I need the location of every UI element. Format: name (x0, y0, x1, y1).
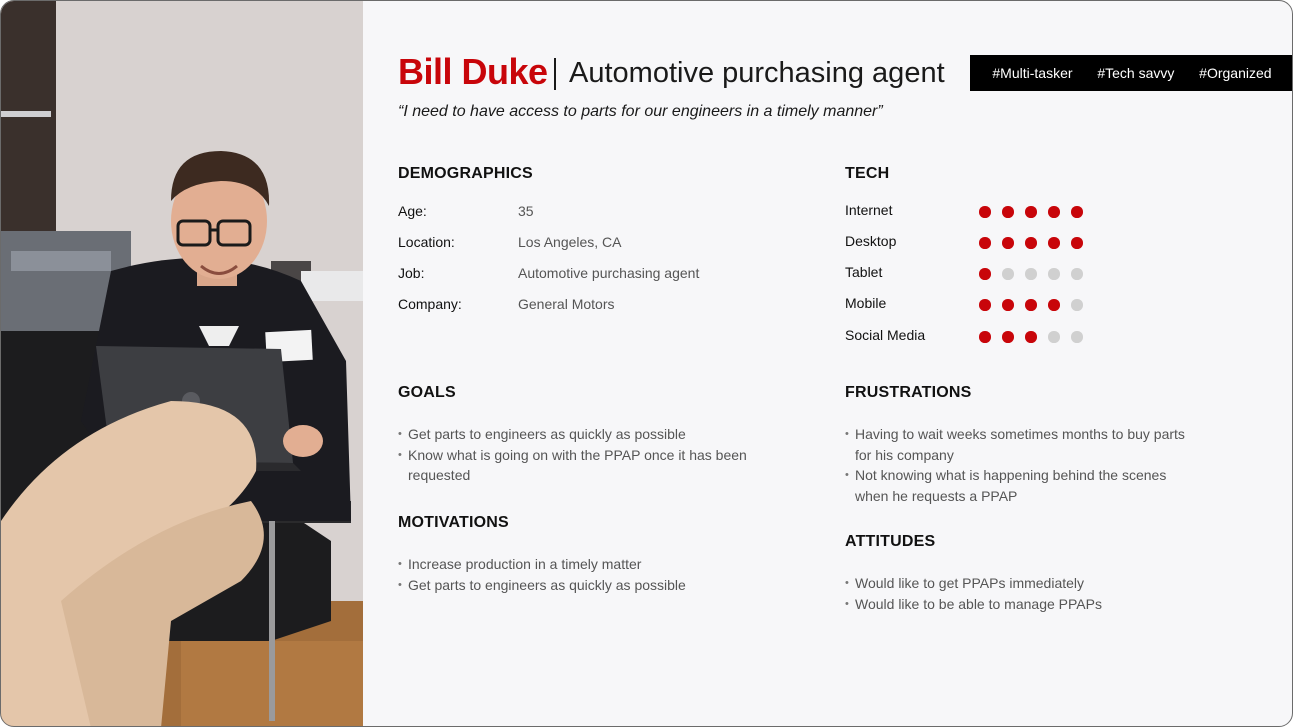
rating-dot-filled (1071, 237, 1083, 249)
rating-dot-empty (1071, 268, 1083, 280)
demographics-label: Location: (398, 234, 455, 250)
attitude-text: • Would like to be able to manage PPAPs (855, 595, 1102, 612)
list-item (845, 573, 1185, 594)
rating-dot-filled (1048, 299, 1060, 311)
rating-dot-empty (1071, 299, 1083, 311)
rating-dot-empty (1025, 268, 1037, 280)
rating-dot-empty (1048, 331, 1060, 343)
rating-dot-filled (1071, 206, 1083, 218)
tech-label: Internet (845, 202, 893, 218)
rating-dot-filled (979, 331, 991, 343)
rating-dot-filled (979, 299, 991, 311)
list-item (398, 424, 768, 445)
rating-dot-filled (1048, 237, 1060, 249)
rating-dot-filled (1025, 206, 1037, 218)
persona-content (363, 1, 1293, 727)
tech-rating (979, 331, 1083, 343)
frustration-text: • Not knowing what is happening behind the scenes when he requests a PPAP (855, 467, 1167, 504)
rating-dot-filled (1002, 331, 1014, 343)
motivations-title: MOTIVATIONS (398, 514, 509, 531)
rating-dot-empty (1071, 331, 1083, 343)
attitudes-title: ATTITUDES (845, 533, 936, 550)
frustrations-list (845, 424, 1185, 506)
demographics-label: Age: (398, 203, 427, 219)
rating-dot-filled (1048, 206, 1060, 218)
tech-label: Desktop (845, 233, 897, 249)
frustrations-title: FRUSTRATIONS (845, 384, 972, 401)
frustration-text: • Having to wait weeks sometimes months to buy parts for his company (855, 426, 1185, 463)
trait-tag: #Tech savvy (1097, 65, 1175, 81)
trait-tag: #Organized (1199, 65, 1272, 81)
tech-label: Mobile (845, 295, 887, 311)
list-item (398, 554, 768, 575)
rating-dot-empty (1002, 268, 1014, 280)
demographics-label: Company: (398, 296, 462, 312)
demographics-value: Los Angeles, CA (518, 234, 622, 250)
tech-rating (979, 206, 1083, 218)
tech-row-mobile (845, 295, 1105, 315)
motivations-list (398, 554, 768, 595)
trait-tag: #Multi-tasker (992, 65, 1073, 81)
rating-dot-filled (1025, 299, 1037, 311)
goal-text: • Get parts to engineers as quickly as possible (408, 426, 686, 442)
rating-dot-filled (979, 237, 991, 249)
motivation-text: • Get parts to engineers as quickly as possible (408, 576, 686, 593)
demographics-value: Automotive purchasing agent (518, 265, 700, 281)
list-item (845, 594, 1185, 615)
list-item (398, 575, 768, 596)
motivation-text: • Increase production in a timely matter (408, 556, 642, 572)
tech-label: Social Media (845, 327, 926, 343)
list-item (845, 424, 1185, 465)
tech-label: Tablet (845, 264, 883, 280)
rating-dot-filled (979, 206, 991, 218)
trait-tags (970, 55, 1293, 91)
attitude-text: • Would like to get PPAPs immediately (855, 575, 1085, 591)
rating-dot-filled (1025, 237, 1037, 249)
persona-photo (1, 1, 363, 727)
tech-rating (979, 299, 1083, 311)
persona-quote: “I need to have access to parts for our engineers in a timely manner” (398, 103, 883, 120)
tech-row-desktop (845, 233, 1105, 253)
goals-title: GOALS (398, 384, 456, 401)
rating-dot-filled (979, 268, 991, 280)
rating-dot-filled (1002, 299, 1014, 311)
persona-name: Bill Duke (398, 51, 548, 92)
demographics-value: 35 (518, 203, 534, 219)
rating-dot-filled (1002, 206, 1014, 218)
tech-row-tablet (845, 264, 1105, 284)
persona-role: Automotive purchasing agent (569, 57, 945, 89)
tech-row-internet (845, 202, 1105, 222)
demographics-label: Job: (398, 265, 425, 281)
rating-dot-empty (1048, 268, 1060, 280)
demographics-title: DEMOGRAPHICS (398, 165, 533, 182)
tech-title: TECH (845, 165, 890, 182)
rating-dot-filled (1002, 237, 1014, 249)
attitudes-list (845, 573, 1185, 614)
demographics-value: General Motors (518, 296, 615, 312)
goal-text: • Know what is going on with the PPAP once it has been requested (408, 446, 747, 483)
list-item (398, 445, 768, 486)
tech-rating (979, 237, 1083, 249)
list-item (845, 465, 1185, 506)
tech-rating (979, 268, 1083, 280)
goals-list (398, 424, 768, 486)
title-divider (554, 58, 556, 90)
rating-dot-filled (1025, 331, 1037, 343)
persona-photo-illustration (1, 1, 363, 727)
tech-row-social-media (845, 327, 1105, 347)
